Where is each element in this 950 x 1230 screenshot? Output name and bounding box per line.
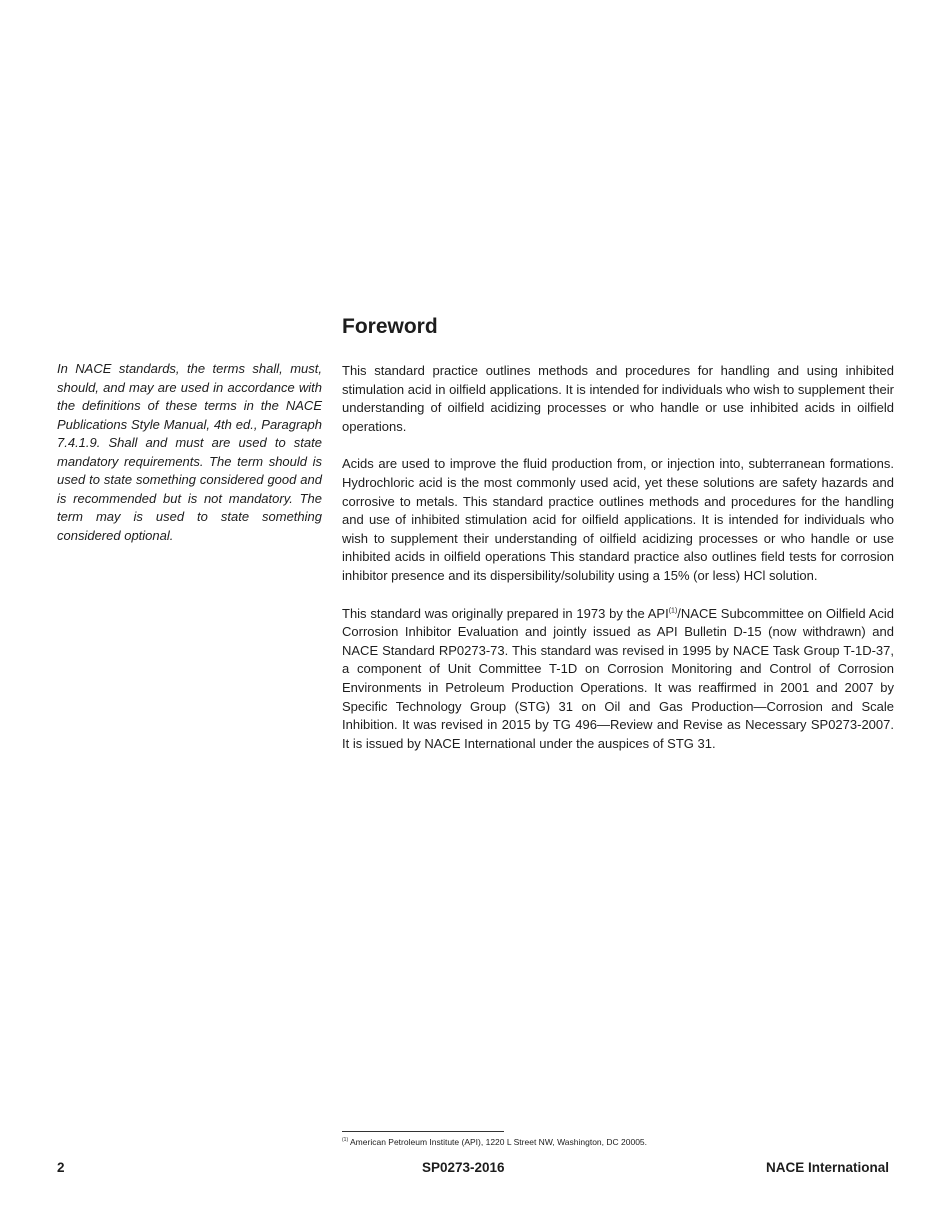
- terminology-note: In NACE standards, the terms shall, must, should, and may are used in accordance with the definitions of these terms in the NACE Publications Style Manual, 4th ed., Paragraph 7.4.1.9. Shall and must are used to state mandatory requirements. The term should is used to state something considered good and is recommended but is not mandatory. The term may is used to state something considered optional.: [57, 361, 322, 543]
- foreword-section: [342, 312, 894, 772]
- foreword-paragraph-3: [342, 605, 894, 754]
- footnote-text: American Petroleum Institute (API), 1220 L Street NW, Washington, DC 20005.: [348, 1137, 648, 1147]
- foreword-paragraph-1: This standard practice outlines methods and procedures for handling and using inhibited stimulation acid in oilfield applications. It is intended for individuals who wish to supplement their understanding of oilfield acidizing processes or who handle or use inhibited acids in oilfield operations.: [342, 363, 894, 434]
- footnote-reference: (1): [668, 607, 678, 615]
- footnote-divider: [342, 1131, 504, 1132]
- foreword-paragraph-2: Acids are used to improve the fluid production from, or injection into, subterranean formations. Hydrochloric acid is the most commonly used acid, yet these solutions are safety hazards and corrosive to metals. This standard practice outlines methods and procedures for the handling and use of inhibited stimulation acid for oilfield applications. It is intended for individuals who wish to supplement their understanding of oilfield acidizing processes or who handle or use inhibited acids in oilfield operations This standard practice also outlines field tests for corrosion inhibitor presence and its dispersibility/solubility using a 15% (or less) HCl solution.: [342, 456, 894, 583]
- organization-name: NACE International: [765, 1160, 889, 1175]
- foreword-heading: Foreword: [342, 315, 438, 338]
- paragraph-3-text-start: This standard was originally prepared in 1973 by the API: [342, 605, 669, 621]
- page-number: 2: [57, 1160, 65, 1175]
- paragraph-3-text-end: /NACE Subcommittee on Oilfield Acid Corrosion Inhibitor Evaluation and jointly issued as API Bulletin D-15 (now withdrawn) and NACE Standard RP0273-73. This standard was revised in 1995 by NACE Task Group T-1D-37, a component of Unit Committee T-1D on Corrosion Monitoring and Control of Corrosion Environments in Petroleum Production Operations. It was reaffirmed in 2001 and 2007 by Specific Technology Group (STG) 31 on Oil and Gas Production—Corrosion and Scale Inhibition. It was revised in 2015 by TG 496—Review and Revise as Necessary SP0273-2007. It is issued by NACE International under the auspices of STG 31.: [342, 605, 894, 751]
- footnote-marker: (1): [342, 1137, 349, 1144]
- document-code: SP0273-2016: [422, 1160, 505, 1175]
- footnote: [342, 1136, 647, 1148]
